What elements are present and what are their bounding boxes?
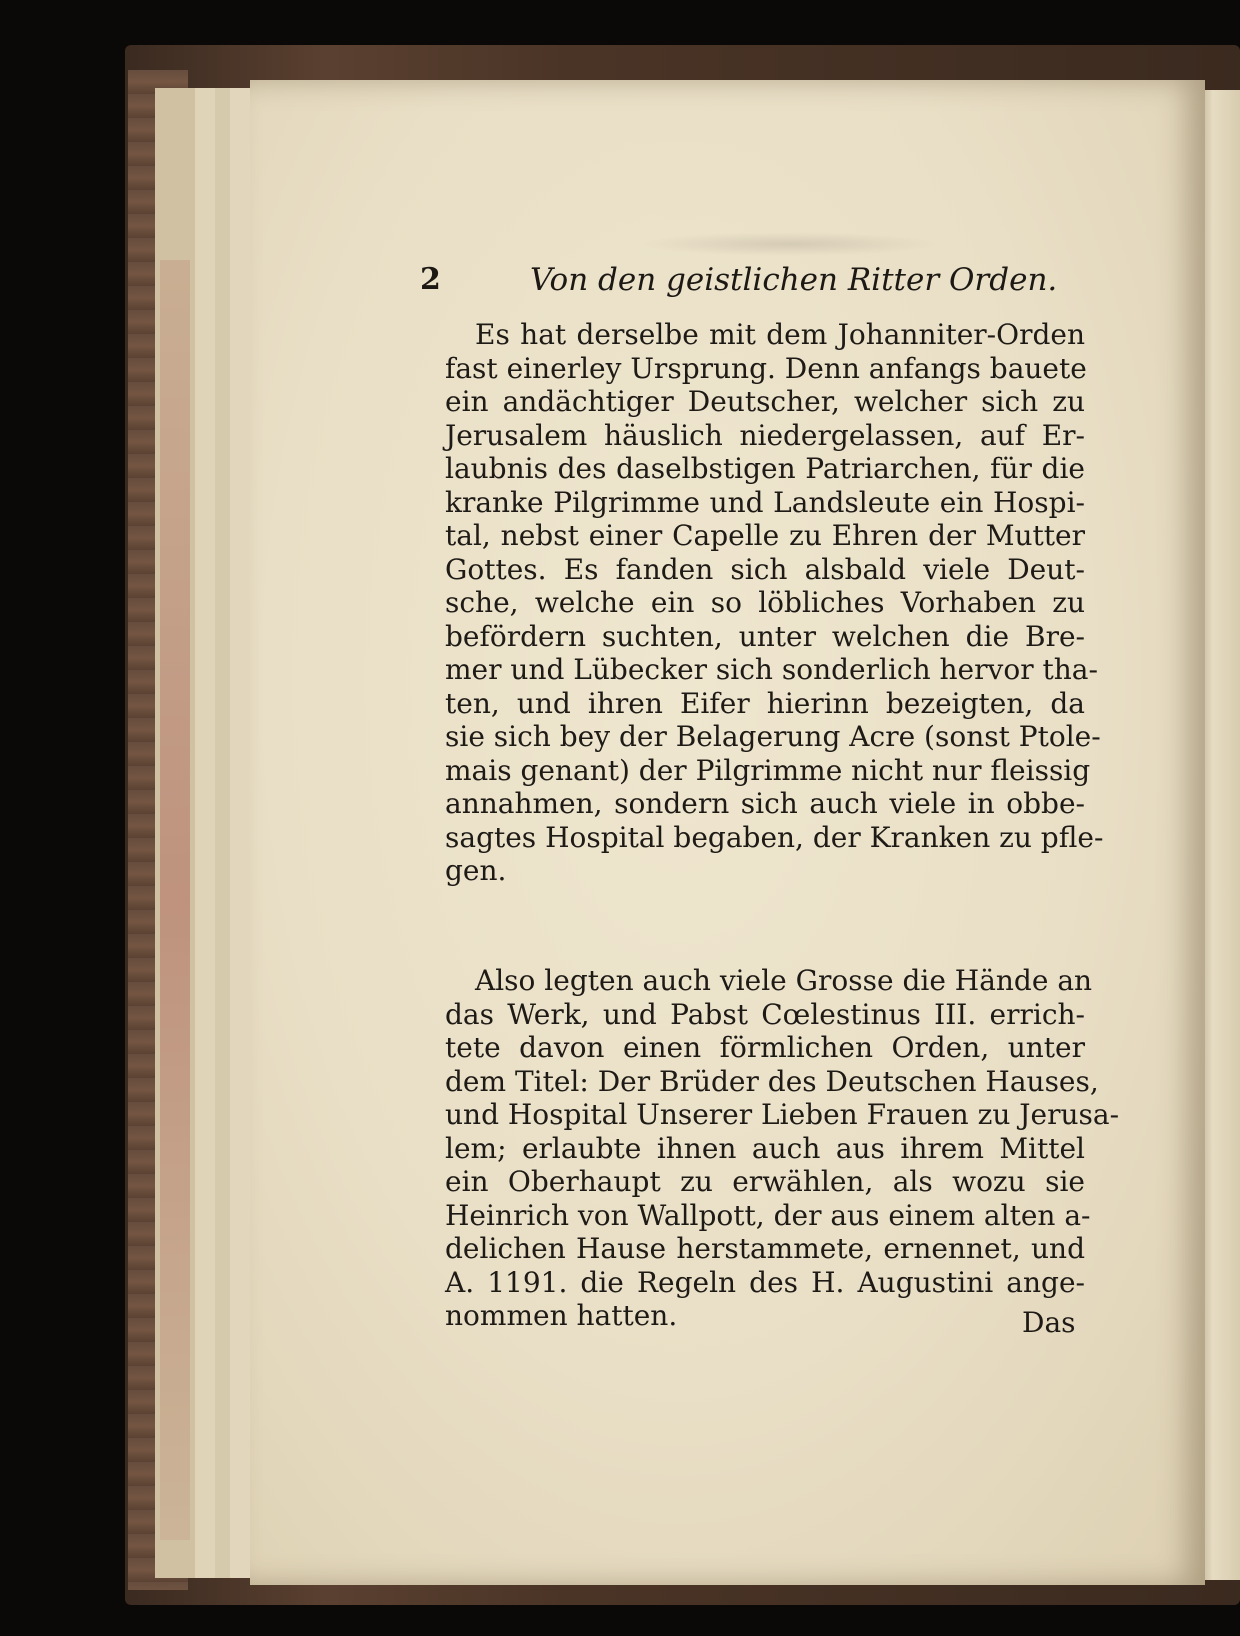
text-line: das Werk, und Pabst Cœlestinus III. errich- xyxy=(445,997,1085,1031)
text-line: A. 1191. die Regeln des H. Augustini ange- xyxy=(445,1265,1085,1299)
text-line: gen. xyxy=(445,854,507,887)
text-line: Also legten auch viele Grosse die Hände an xyxy=(475,964,1093,997)
text-line: tete davon einen förmlichen Orden, unter xyxy=(445,1031,1085,1064)
text-line: sche, welche ein so löbliches Vorhaben zu xyxy=(445,586,1085,619)
catchword: Das xyxy=(1022,1306,1076,1339)
running-title: Von den geistlichen Ritter Orden. xyxy=(530,262,1058,298)
text-line: fast einerley Ursprung. Denn anfangs bauete xyxy=(445,351,1087,385)
ink-smudge xyxy=(640,232,940,256)
text-line: Gottes. Es fanden sich alsbald viele Deut- xyxy=(445,552,1085,586)
text-line: tal, nebst einer Capelle zu Ehren der Mutter xyxy=(445,519,1085,552)
red-edge-stain xyxy=(160,260,190,1540)
paragraph-1 xyxy=(445,318,1104,888)
text-line: nommen hatten. xyxy=(445,1299,678,1332)
text-line: Heinrich von Wallpott, der aus einem alten a- xyxy=(445,1198,1091,1232)
text-line: sie sich bey der Belagerung Acre (sonst Ptole- xyxy=(445,720,1101,753)
text-line: Jerusalem häuslich niedergelassen, auf Er- xyxy=(445,418,1085,452)
text-line: ten, und ihren Eifer hierinn bezeigten, da xyxy=(445,686,1085,720)
text-line: und Hospital Unserer Lieben Frauen zu Jerusa- xyxy=(445,1098,1120,1131)
text-line: lem; erlaubte ihnen auch aus ihrem Mittel xyxy=(445,1131,1085,1165)
text-line: kranke Pilgrimme und Landsleute ein Hospi- xyxy=(445,485,1085,519)
text-line: mais genant) der Pilgrimme nicht nur fleissig xyxy=(445,753,1091,787)
page-header xyxy=(420,262,1060,312)
text-line: sagtes Hospital begaben, der Kranken zu pfle- xyxy=(445,820,1104,854)
text-line: mer und Lübecker sich sonderlich hervor tha- xyxy=(445,653,1098,686)
text-line: ein andächtiger Deutscher, welcher sich zu xyxy=(445,385,1085,418)
text-line: dem Titel: Der Brüder des Deutschen Hauses, xyxy=(445,1064,1099,1098)
paragraph-2 xyxy=(445,964,1120,1333)
text-line: Es hat derselbe mit dem Johanniter-Orden xyxy=(475,318,1085,351)
text-line: annahmen, sondern sich auch viele in obbe- xyxy=(445,787,1085,820)
text-line: befördern suchten, unter welchen die Bre- xyxy=(445,619,1085,653)
text-line: delichen Hause herstammete, ernennet, und xyxy=(445,1232,1085,1265)
text-line: ein Oberhaupt zu erwählen, als wozu sie xyxy=(445,1165,1085,1198)
text-line: laubnis des daselbstigen Patriarchen, für die xyxy=(445,452,1085,485)
page-number: 2 xyxy=(420,262,441,297)
